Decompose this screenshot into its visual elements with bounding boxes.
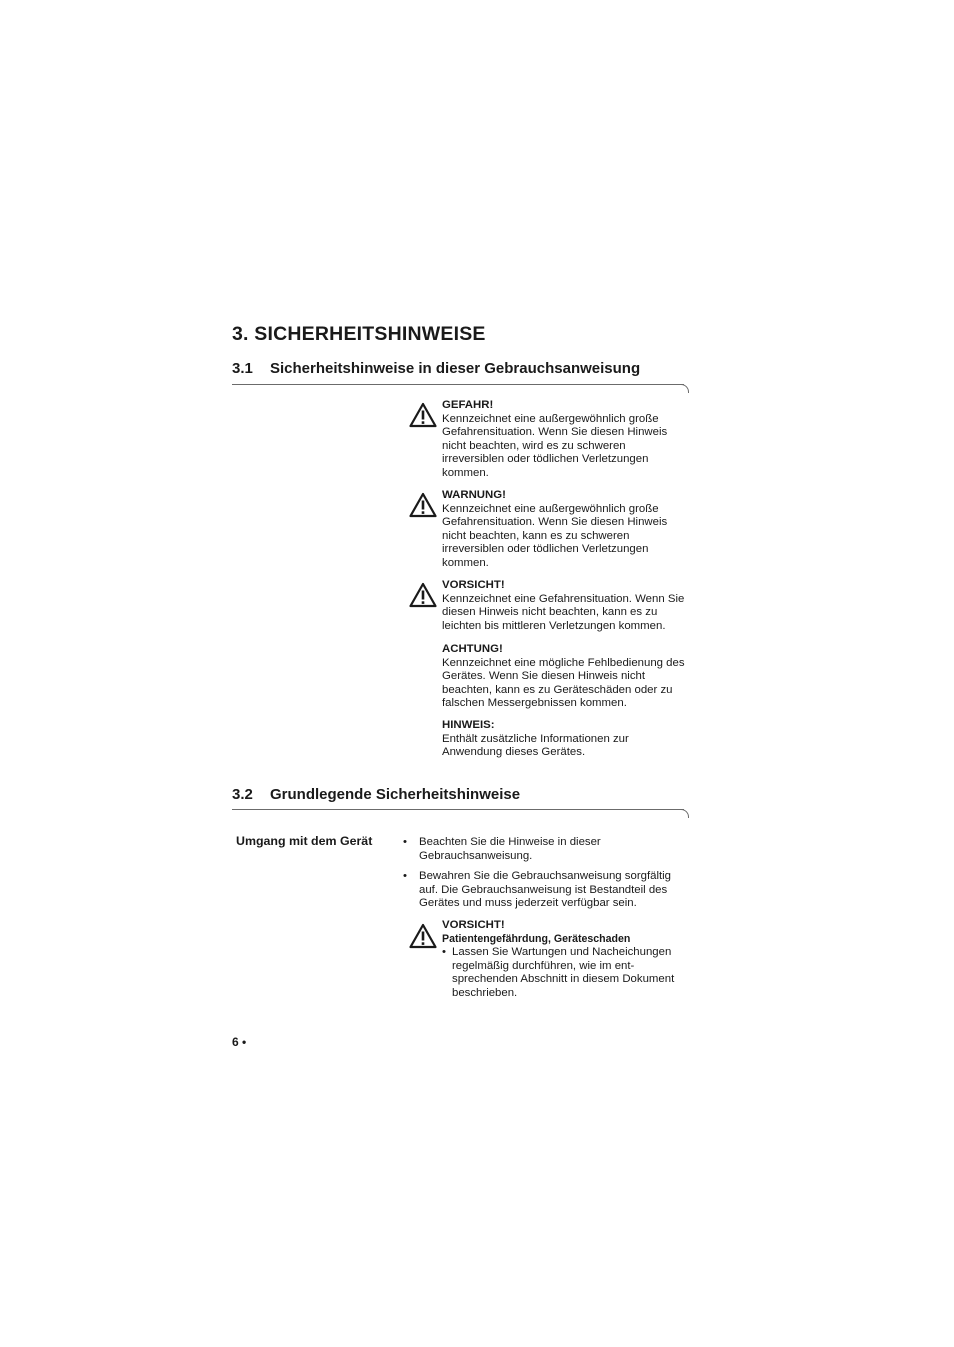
notice-line: Gefahrensituation. Wenn Sie diesen Hinweis: [442, 516, 668, 529]
list-item: [442, 946, 694, 1000]
notice-title: HINWEIS:: [442, 719, 495, 731]
notice-caution: [442, 579, 694, 633]
list-item-line: Lassen Sie Wartungen und Nacheichungen: [452, 946, 672, 959]
section-title: Grundlegende Sicherheitshinweise: [270, 786, 521, 803]
notice-caution-patient: [442, 919, 694, 1001]
list-item: [403, 836, 693, 863]
notice-line: Anwendung dieses Gerätes.: [442, 746, 586, 759]
notice-line: nicht beachten, kann es zu schweren: [442, 529, 630, 542]
section-heading-3-2: [232, 786, 520, 803]
list-item-line: auf. Die Gebrauchsanweisung ist Bestandteil des: [419, 883, 668, 896]
notice-line: falschen Messergebnissen kommen.: [442, 697, 627, 710]
notice-line: nicht beachten, wird es zu schweren: [442, 439, 626, 452]
notice-warning: [442, 489, 694, 571]
list-item-line: Gebrauchsanweisung.: [419, 849, 533, 862]
notice-note: [442, 719, 694, 760]
page-number: 6 •: [232, 1035, 247, 1049]
section-number: 3.2: [232, 786, 253, 803]
notice-line: kommen.: [442, 556, 489, 569]
section-rule-corner: [680, 384, 689, 393]
notice-line: Enthält zusätzliche Informationen zur: [442, 732, 629, 745]
list-item-line: regelmäßig durchführen, wie im ent-: [452, 959, 635, 972]
list-item: [403, 870, 693, 911]
list-item-line: Gerätes und muss jederzeit verfügbar sein.: [419, 897, 637, 910]
section-rule: [232, 384, 684, 385]
section-rule: [232, 809, 684, 810]
bullet-icon: •: [442, 946, 446, 959]
notice-title: WARNUNG!: [442, 489, 506, 501]
bullet-icon: •: [403, 836, 407, 848]
notice-line: Kennzeichnet eine Gefahrensituation. Wenn Sie: [442, 592, 685, 605]
warning-triangle-icon: [409, 582, 437, 608]
notice-title: VORSICHT!: [442, 919, 505, 931]
notice-subtitle: Patientengefährdung, Geräteschaden: [442, 932, 631, 945]
notice-title: GEFAHR!: [442, 399, 494, 411]
notice-line: leichten bis mittleren Verletzungen kommen.: [442, 619, 666, 632]
warning-triangle-icon: [409, 492, 437, 518]
notice-title: ACHTUNG!: [442, 643, 503, 655]
notice-line: Kennzeichnet eine außergewöhnlich große: [442, 502, 659, 515]
list-item-line: Bewahren Sie die Gebrauchsanweisung sorgfältig: [419, 870, 672, 883]
section-title: Sicherheitshinweise in dieser Gebrauchsanweisung: [270, 360, 641, 377]
notice-line: irreversiblen oder tödlichen Verletzungen: [442, 543, 649, 556]
section-heading-3-1: [232, 360, 640, 377]
bullet-list: [403, 836, 693, 911]
notice-line: beachten, kann es zu Geräteschäden oder zu: [442, 683, 673, 696]
bullet-icon: •: [403, 870, 407, 883]
notice-title: VORSICHT!: [442, 579, 505, 591]
section-number: 3.1: [232, 360, 253, 377]
warning-triangle-icon: [409, 923, 437, 949]
section-rule-corner: [680, 809, 689, 818]
notice-danger: [442, 399, 694, 481]
notice-line: Kennzeichnet eine außergewöhnlich große: [442, 412, 659, 425]
notice-line: kommen.: [442, 466, 489, 479]
list-item-line: Beachten Sie die Hinweise in dieser: [419, 836, 601, 848]
list-item-line: beschrieben.: [452, 986, 518, 999]
list-item-line: sprechenden Abschnitt in diesem Dokument: [452, 973, 675, 986]
side-label: Umgang mit dem Gerät: [236, 834, 373, 848]
notice-line: Gerätes. Wenn Sie diesen Hinweis nicht: [442, 670, 646, 683]
notice-line: Gefahrensituation. Wenn Sie diesen Hinweis: [442, 426, 668, 439]
chapter-title: 3. SICHERHEITSHINWEISE: [232, 323, 486, 345]
notice-attention: [442, 643, 694, 711]
notice-line: diesen Hinweis nicht beachten, kann es zu: [442, 606, 658, 619]
warning-triangle-icon: [409, 402, 437, 428]
notice-line: Kennzeichnet eine mögliche Fehlbedienung des: [442, 656, 685, 669]
notice-line: irreversiblen oder tödlichen Verletzungen: [442, 453, 649, 466]
notice-bullet-list: [442, 946, 694, 1000]
